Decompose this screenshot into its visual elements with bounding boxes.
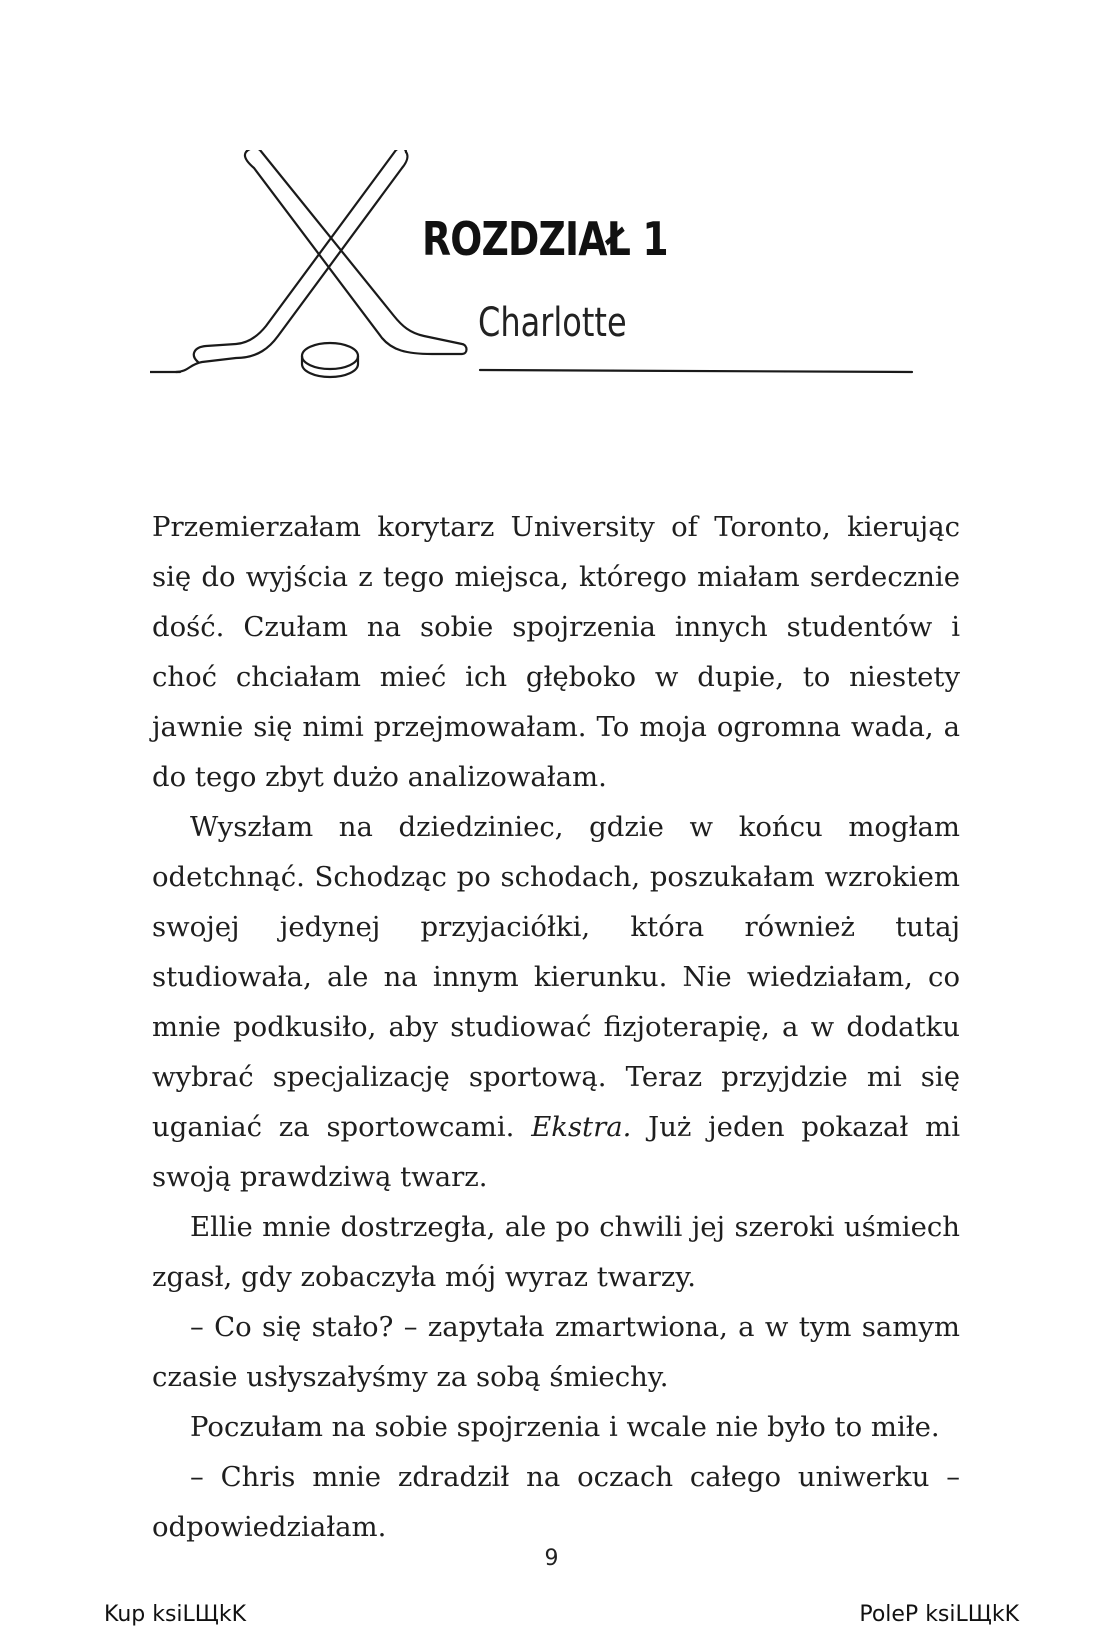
paragraph-1: Przemierzałam korytarz University of Toronto, kierując się do wyjścia z tego miejsca, którego miałam serdecznie dość. Czułam na sobie spojrzenia innych studentów i choć chciałam mieć ich głęboko w dupie, to niestety jawnie się nimi przejmowałam. To moja ogromna wada, a do tego zbyt dużo analizowałam. bbox=[152, 511, 960, 793]
paragraph-2-tail: Już jeden pokazał mi swoją prawdziwą twarz. bbox=[152, 1111, 960, 1193]
paragraph-6: – Chris mnie zdradził na oczach całego uniwerku – odpowiedziałam. bbox=[152, 1461, 960, 1543]
paragraph-3: Ellie mnie dostrzegła, ale po chwili jej szeroki uśmiech zgasł, gdy zobaczyła mój wyraz twarzy. bbox=[152, 1211, 960, 1293]
paragraph-5: Poczułam na sobie spojrzenia i wcale nie było to miłe. bbox=[190, 1411, 940, 1443]
recommend-book-link[interactable]: PoleP ksiLЩkK bbox=[859, 1602, 1019, 1627]
paragraph-2 bbox=[152, 802, 960, 1202]
buy-book-link[interactable]: Kup ksiLЩkK bbox=[104, 1602, 247, 1627]
paragraph-4: – Co się stało? – zapytała zmartwiona, a w tym samym czasie usłyszałyśmy za sobą śmiechy. bbox=[152, 1311, 960, 1393]
paragraph-2-emphasis: Ekstra. bbox=[531, 1111, 632, 1143]
chapter-title: ROZDZIAŁ 1 bbox=[422, 212, 668, 266]
paragraph-2-text: Wyszłam na dziedziniec, gdzie w końcu mogłam odetchnąć. Schodząc po schodach, poszukałam wzrokiem swojej jedynej przyjaciółki, która również tutaj studiowała, ale na innym kierunku. Nie wiedziałam, co mnie podkusiło, aby studiować fizjoterapię, a w dodatku wybrać specjalizację sportową. Teraz przyjdzie mi się uganiać za sportowcami. bbox=[152, 811, 960, 1143]
page-number: 9 bbox=[544, 1546, 559, 1571]
chapter-body bbox=[152, 502, 960, 1552]
chapter-subtitle: Charlotte bbox=[478, 300, 627, 346]
chapter-header bbox=[150, 150, 962, 400]
crossed-hockey-sticks-and-puck-icon bbox=[150, 150, 962, 400]
